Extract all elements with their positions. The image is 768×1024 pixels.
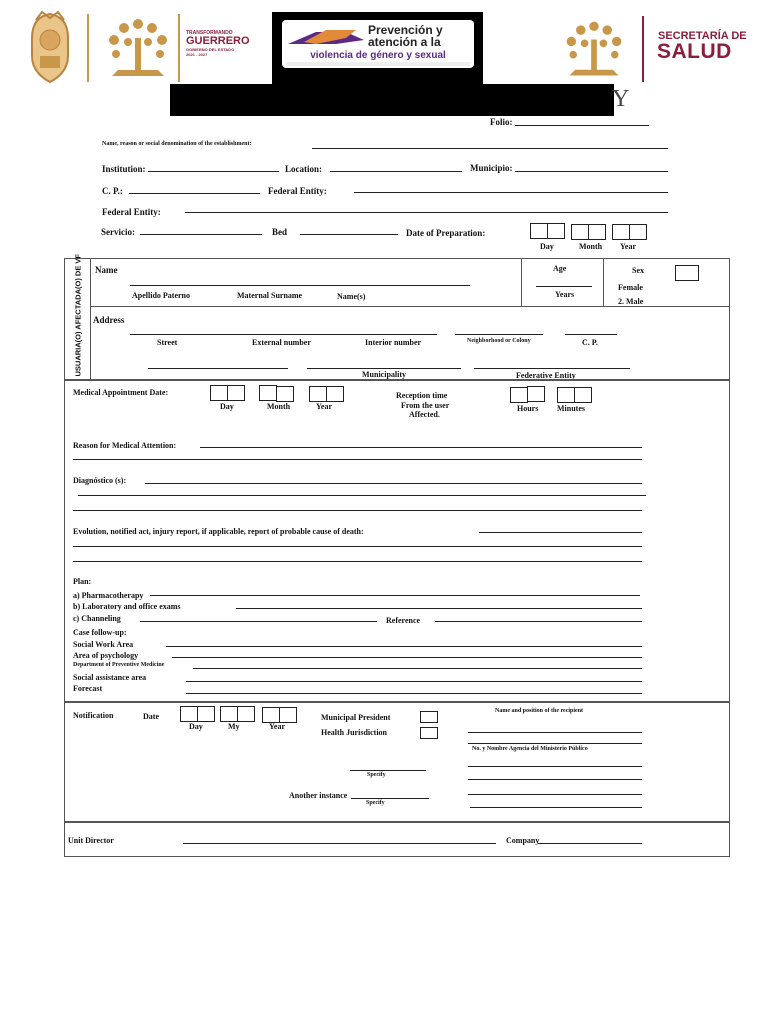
header-divider bbox=[178, 14, 180, 82]
reference-label: Reference bbox=[386, 616, 421, 625]
appt-year-label: Year bbox=[316, 402, 332, 411]
sex-label: Sex bbox=[632, 266, 644, 275]
federal-entity-field-2[interactable] bbox=[185, 212, 668, 213]
minutes-box-2[interactable] bbox=[574, 387, 592, 403]
servicio-label: Servicio: bbox=[101, 227, 135, 237]
date-prep-month-label: Month bbox=[579, 242, 603, 251]
name-field[interactable] bbox=[130, 285, 470, 286]
institution-label: Institution: bbox=[102, 164, 146, 174]
header-divider bbox=[87, 14, 89, 82]
years-label: Years bbox=[555, 290, 575, 299]
reason-field-2[interactable] bbox=[73, 459, 642, 460]
institution-field[interactable] bbox=[148, 171, 279, 172]
appt-month-box-1[interactable] bbox=[259, 385, 277, 401]
location-field[interactable] bbox=[330, 171, 462, 172]
title-tail: Y bbox=[612, 86, 630, 112]
folio-label: Folio: bbox=[490, 117, 513, 127]
medical-section bbox=[64, 379, 730, 703]
establishment-field[interactable] bbox=[312, 148, 668, 149]
municipality-field[interactable] bbox=[307, 368, 461, 369]
hours-label: Hours bbox=[517, 404, 539, 413]
notif-month-box-1[interactable] bbox=[220, 706, 238, 722]
reason-label: Reason for Medical Attention: bbox=[73, 441, 177, 450]
footer-section bbox=[64, 821, 730, 857]
notif-my-label: My bbox=[228, 722, 240, 731]
hours-box-2[interactable] bbox=[527, 386, 545, 402]
plan-c-label: c) Channeling bbox=[73, 614, 121, 623]
date-prep-year-label: Year bbox=[620, 242, 636, 251]
date-prep-day-label: Day bbox=[540, 242, 554, 251]
address-line-2[interactable] bbox=[148, 368, 288, 369]
evolution-field[interactable] bbox=[479, 532, 642, 533]
social-work-label: Social Work Area bbox=[73, 640, 134, 649]
specify-label-2: Specify bbox=[366, 800, 385, 806]
evolution-field-2[interactable] bbox=[73, 546, 642, 547]
federal-entity-label-2: Federal Entity: bbox=[102, 207, 161, 217]
jurisdiction-label: Health Jurisdiction bbox=[321, 728, 388, 737]
female-label: Female bbox=[618, 283, 643, 292]
ministerio-field-2[interactable] bbox=[468, 779, 642, 780]
municipio-field[interactable] bbox=[515, 171, 668, 172]
appointment-label: Medical Appointment Date: bbox=[73, 388, 169, 397]
apellido-label: Apellido Paterno bbox=[132, 291, 190, 300]
another-recipient-field[interactable] bbox=[468, 794, 642, 795]
evolution-field-3[interactable] bbox=[73, 561, 642, 562]
age-field[interactable] bbox=[536, 286, 592, 287]
specify-field-1[interactable] bbox=[350, 770, 426, 771]
cp-user-label: C. P. bbox=[582, 338, 598, 347]
date-prep-day-box-1[interactable] bbox=[530, 223, 548, 239]
municipio-label: Municipio: bbox=[470, 163, 513, 173]
date-prep-month-box-2[interactable] bbox=[588, 224, 606, 240]
psychology-label: Area of psychology bbox=[73, 651, 139, 660]
evolution-label: Evolution, notified act, injury report, if applicable, report of probable cause of death: bbox=[73, 527, 364, 536]
appt-year-box-1[interactable] bbox=[309, 386, 327, 402]
tree-logo-icon bbox=[102, 14, 174, 82]
guerrero-line3: GOBIERNO DEL ESTADO bbox=[186, 47, 235, 52]
notif-date-label: Date bbox=[143, 712, 159, 721]
campaign-strip bbox=[286, 62, 470, 66]
address-label: Address bbox=[93, 315, 125, 325]
recipient-field[interactable] bbox=[468, 732, 642, 733]
preventive-label: Department of Preventive Medicine bbox=[73, 662, 165, 668]
reception-line1: Reception time bbox=[396, 391, 448, 400]
plan-a-label: a) Pharmacotherapy bbox=[73, 591, 144, 600]
date-prep-year-box-2[interactable] bbox=[629, 224, 647, 240]
ministerio-label: No. y Nombre Agencia del Ministerio Público bbox=[472, 746, 588, 752]
servicio-field[interactable] bbox=[140, 234, 262, 235]
user-side-divider bbox=[90, 258, 91, 379]
diagnostico-field-2[interactable] bbox=[78, 495, 646, 496]
notification-section bbox=[64, 701, 730, 823]
plan-label: Plan: bbox=[73, 577, 92, 586]
social-assist-field[interactable] bbox=[186, 681, 642, 682]
cp-label: C. P.: bbox=[102, 186, 123, 196]
campaign-line2: atención a la bbox=[368, 35, 441, 49]
appt-year-box-2[interactable] bbox=[326, 386, 344, 402]
notif-year-box-2[interactable] bbox=[279, 707, 297, 723]
another-recipient-field-2[interactable] bbox=[470, 807, 642, 808]
president-checkbox[interactable] bbox=[420, 711, 438, 723]
notif-year-label: Year bbox=[269, 722, 285, 731]
date-prep-day-box-2[interactable] bbox=[547, 223, 565, 239]
federal-entity-field[interactable] bbox=[354, 192, 668, 193]
campaign-line3: violencia de género y sexual bbox=[310, 50, 446, 61]
header-divider bbox=[642, 16, 644, 82]
location-label: Location: bbox=[285, 164, 322, 174]
user-side-label: USUARIA(O) AFECTADA(O) DE VF bbox=[73, 254, 83, 377]
age-label: Age bbox=[553, 264, 567, 273]
campaign-card bbox=[282, 20, 474, 68]
minutes-label: Minutes bbox=[557, 404, 585, 413]
guerrero-line2: GUERRERO bbox=[186, 35, 250, 47]
campaign-line1: Prevención y bbox=[368, 23, 443, 37]
diagnostico-field[interactable] bbox=[145, 483, 642, 484]
folio-field[interactable] bbox=[515, 125, 649, 126]
secretaria-label: SECRETARÍA DE bbox=[658, 30, 747, 42]
psychology-field[interactable] bbox=[172, 657, 642, 658]
appt-day-box-1[interactable] bbox=[210, 385, 228, 401]
diagnostico-field-3[interactable] bbox=[73, 510, 642, 511]
followup-label: Case follow-up: bbox=[73, 628, 127, 637]
bed-label: Bed bbox=[272, 227, 288, 237]
redacted-title-bar bbox=[170, 84, 614, 116]
user-section bbox=[64, 254, 730, 381]
external-label: External number bbox=[252, 338, 311, 347]
notif-year-box-1[interactable] bbox=[262, 707, 280, 723]
appt-day-label: Day bbox=[220, 402, 234, 411]
guerrero-line1: TRANSFORMANDO bbox=[186, 30, 233, 36]
reference-field[interactable] bbox=[435, 621, 642, 622]
plan-b-label: b) Laboratory and office exams bbox=[73, 602, 181, 611]
social-work-field[interactable] bbox=[166, 646, 642, 647]
reception-line3: Affected. bbox=[409, 410, 440, 419]
cp-user-field[interactable] bbox=[565, 334, 617, 335]
notification-label: Notification bbox=[73, 711, 114, 720]
age-divider bbox=[521, 258, 522, 306]
neighborhood-label: Neighborhood or Colony bbox=[467, 338, 531, 344]
another-field[interactable] bbox=[351, 798, 429, 799]
notif-day-box-1[interactable] bbox=[180, 706, 198, 722]
forecast-label: Forecast bbox=[73, 684, 103, 693]
plan-c-field[interactable] bbox=[140, 621, 377, 622]
sex-checkbox[interactable] bbox=[675, 265, 699, 281]
recipient-label: Name and position of the recipient bbox=[495, 708, 584, 714]
hands-icon bbox=[286, 26, 366, 48]
another-label: Another instance bbox=[289, 791, 348, 800]
notif-month-box-2[interactable] bbox=[237, 706, 255, 722]
hours-box-1[interactable] bbox=[510, 387, 528, 403]
diagnostico-label: Diagnóstico (s): bbox=[73, 476, 127, 485]
company-field[interactable] bbox=[538, 843, 642, 844]
preventive-field[interactable] bbox=[193, 668, 642, 669]
reception-line2: From the user bbox=[401, 401, 450, 410]
street-label: Street bbox=[157, 338, 178, 347]
tree-logo-icon bbox=[560, 16, 628, 82]
interior-label: Interior number bbox=[365, 338, 422, 347]
company-label: Company bbox=[506, 836, 540, 845]
social-assist-label: Social assistance area bbox=[73, 673, 147, 682]
neighborhood-field[interactable] bbox=[455, 334, 543, 335]
user-row-divider bbox=[90, 306, 729, 307]
appt-month-box-2[interactable] bbox=[276, 386, 294, 402]
federative-field[interactable] bbox=[474, 368, 630, 369]
bed-field[interactable] bbox=[300, 234, 398, 235]
federal-entity-label: Federal Entity: bbox=[268, 186, 327, 196]
street-field[interactable] bbox=[130, 334, 437, 335]
federative-label: Federative Entity bbox=[516, 371, 576, 380]
names-label: Name(s) bbox=[337, 292, 366, 301]
president-label: Municipal President bbox=[321, 713, 391, 722]
recipient-field-2[interactable] bbox=[468, 743, 642, 744]
establishment-label: Name, reason or social denomination of the establishment: bbox=[102, 141, 252, 147]
director-label: Unit Director bbox=[68, 836, 114, 845]
salud-label: SALUD bbox=[657, 40, 732, 63]
date-prep-year-box-1[interactable] bbox=[612, 224, 630, 240]
date-prep-label: Date of Preparation: bbox=[406, 228, 486, 238]
specify-label-1: Specify bbox=[367, 772, 386, 778]
guerrero-line4: 2021 - 2027 bbox=[186, 52, 208, 57]
minutes-box-1[interactable] bbox=[557, 387, 575, 403]
plan-b-field[interactable] bbox=[236, 608, 642, 609]
appt-month-label: Month bbox=[267, 402, 291, 411]
notif-day-box-2[interactable] bbox=[197, 706, 215, 722]
forecast-field[interactable] bbox=[186, 693, 642, 694]
director-field[interactable] bbox=[183, 843, 496, 844]
name-label: Name bbox=[95, 265, 118, 275]
notif-day-label: Day bbox=[189, 722, 203, 731]
jurisdiction-checkbox[interactable] bbox=[420, 727, 438, 739]
municipality-label: Municipality bbox=[362, 370, 407, 379]
male-label: 2. Male bbox=[618, 297, 644, 306]
guerrero-logo bbox=[186, 30, 266, 57]
reason-field[interactable] bbox=[200, 447, 642, 448]
date-prep-month-box-1[interactable] bbox=[571, 224, 589, 240]
maternal-label: Maternal Surname bbox=[237, 291, 303, 300]
guerrero-shield-icon bbox=[28, 10, 72, 84]
appt-day-box-2[interactable] bbox=[227, 385, 245, 401]
ministerio-field[interactable] bbox=[468, 766, 642, 767]
plan-a-field[interactable] bbox=[150, 595, 640, 596]
sex-divider bbox=[603, 258, 604, 306]
cp-field[interactable] bbox=[129, 193, 260, 194]
